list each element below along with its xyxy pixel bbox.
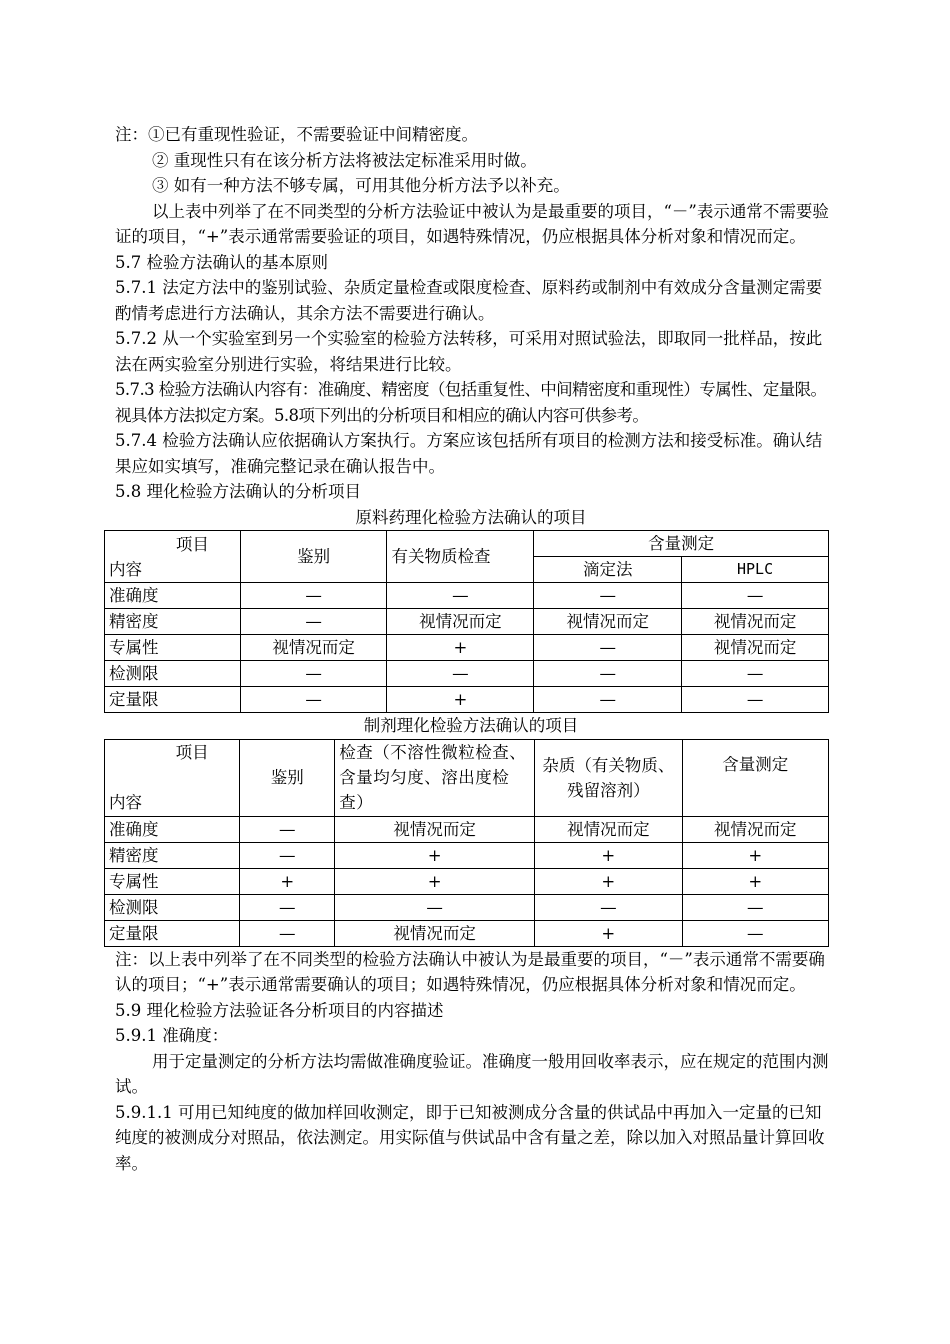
note-2: ② 重现性只有在该分析方法将被法定标准采用时做。 — [152, 150, 537, 170]
cell: 视情况而定 — [335, 816, 535, 842]
row-label: 定量限 — [105, 920, 240, 946]
cell: — — [535, 894, 682, 920]
cell: 视情况而定 — [240, 635, 387, 661]
preparation-table — [104, 739, 829, 947]
paragraph-5-7-4: 5.7.4 检验方法确认应依据确认方案执行。方案应该包括所有项目的检测方法和接受标准。确认结果应如实填写，准确完整记录在确认报告中。 — [115, 431, 823, 476]
section-5-8-heading: 5.8 理化检验方法确认的分析项目 — [115, 482, 361, 501]
table-row — [105, 635, 829, 661]
table2-col-ident: 鉴别 — [240, 739, 335, 816]
cell: + — [335, 842, 535, 868]
cell: — — [387, 661, 534, 687]
cell: + — [535, 842, 682, 868]
raw-material-table — [104, 530, 829, 713]
cell: — — [534, 687, 682, 713]
row-label: 定量限 — [105, 687, 241, 713]
table-row — [105, 609, 829, 635]
section-5-9-heading: 5.9 理化检验方法验证各分析项目的内容描述 — [115, 1000, 444, 1020]
table1-col-related: 有关物质检查 — [387, 531, 534, 583]
cell: 视情况而定 — [682, 609, 829, 635]
intro-paragraph: 以上表中列举了在不同类型的分析方法验证中被认为是最重要的项目，“－”表示通常不需要验证的项目，“+”表示通常需要验证的项目，如遇特殊情况，仍应根据具体分析对象和情况而定。 — [115, 201, 829, 246]
row-label: 准确度 — [105, 816, 240, 842]
table1-col-ident: 鉴别 — [240, 531, 387, 583]
cell: — — [534, 635, 682, 661]
cell: — — [682, 687, 829, 713]
table-row — [105, 920, 829, 946]
cell: 视情况而定 — [335, 920, 535, 946]
table-row — [105, 687, 829, 713]
cell: + — [682, 868, 828, 894]
cell: 视情况而定 — [682, 635, 829, 661]
cell: — — [534, 583, 682, 609]
table2-col-assay: 含量测定 — [682, 739, 828, 816]
cell: — — [240, 583, 387, 609]
cell: + — [535, 868, 682, 894]
cell: + — [240, 868, 335, 894]
note-bottom: 注：以上表中列举了在不同类型的检验方法确认中被认为是最重要的项目，“－”表示通常不需要确认的项目；“+”表示通常需要确认的项目；如遇特殊情况，仍应根据具体分析对象和情况而定。 — [115, 949, 825, 994]
table1-col-titration: 滴定法 — [534, 557, 682, 583]
table-row — [105, 661, 829, 687]
document-page — [109, 122, 837, 1176]
cell: + — [387, 635, 534, 661]
table-row — [105, 894, 829, 920]
cell: — — [240, 894, 335, 920]
cell: — — [682, 661, 829, 687]
table-row — [105, 583, 829, 609]
cell: — — [240, 687, 387, 713]
paragraph-5-7-2: 5.7.2 从一个实验室到另一个实验室的检验方法转移，可采用对照试验法，即取同一批样品，按此法在两实验室分别进行实验，将结果进行比较。 — [115, 329, 823, 374]
cell: — — [682, 583, 829, 609]
table1-caption: 原料药理化检验方法确认的项目 — [355, 507, 587, 527]
note-3: ③ 如有一种方法不够专属，可用其他分析方法予以补充。 — [152, 176, 570, 195]
cell: — — [387, 583, 534, 609]
table-row — [105, 868, 829, 894]
section-5-9-1-heading: 5.9.1 准确度： — [115, 1026, 229, 1045]
cell: — — [682, 920, 828, 946]
row-label: 准确度 — [105, 583, 241, 609]
cell: — — [534, 661, 682, 687]
cell: + — [387, 687, 534, 713]
table-row — [105, 842, 829, 868]
table2-col-check: 检查（不溶性微粒检查、含量均匀度、溶出度检查） — [335, 739, 535, 816]
row-label: 精密度 — [105, 842, 240, 868]
table1-corner-cell — [105, 531, 241, 583]
paragraph-5-7-1: 5.7.1 法定方法中的鉴别试验、杂质定量检查或限度检查、原料药或制剂中有效成分含量测定需要酌情考虑进行方法确认，其余方法不需要进行确认。 — [115, 278, 823, 323]
note-1: 注：①已有重现性验证，不需要验证中间精密度。 — [115, 125, 478, 144]
paragraph-5-9-1-1: 5.9.1.1 可用已知纯度的做加样回收测定，即于已知被测成分含量的供试品中再加入一定量的已知纯度的被测成分对照品，依法测定。用实际值与供试品中含有量之差，除以加入对照品量计算回收率。 — [115, 1102, 825, 1173]
table1-col-assay: 含量测定 — [534, 531, 829, 557]
cell: + — [682, 842, 828, 868]
row-label: 专属性 — [105, 868, 240, 894]
table1-col-hplc: HPLC — [682, 557, 829, 583]
cell: — — [335, 894, 535, 920]
row-label: 检测限 — [105, 894, 240, 920]
table2-head-content: 内容 — [109, 792, 142, 812]
cell: 视情况而定 — [534, 609, 682, 635]
row-label: 检测限 — [105, 661, 241, 687]
row-label: 专属性 — [105, 635, 241, 661]
row-label: 精密度 — [105, 609, 241, 635]
table2-head-item: 项目 — [175, 742, 209, 762]
cell: — — [240, 842, 335, 868]
paragraph-5-7-3: 5.7.3 检验方法确认内容有：准确度、精密度（包括重复性、中间精密度和重现性）专属性、定量限。视具体方法拟定方案。5.8项下列出的分析项目和相应的确认内容可供参考。 — [115, 380, 827, 425]
table2-col-impurity: 杂质（有关物质、残留溶剂） — [535, 739, 682, 816]
table2-corner-cell — [105, 739, 240, 816]
cell: — — [240, 609, 387, 635]
cell: 视情况而定 — [387, 609, 534, 635]
cell: — — [682, 894, 828, 920]
cell: 视情况而定 — [535, 816, 682, 842]
table2-caption: 制剂理化检验方法确认的项目 — [363, 716, 579, 735]
cell: + — [335, 868, 535, 894]
cell: — — [240, 920, 335, 946]
paragraph-5-9-1: 用于定量测定的分析方法均需做准确度验证。准确度一般用回收率表示，应在规定的范围内测试。 — [115, 1051, 829, 1096]
table1-head-content: 内容 — [109, 559, 142, 579]
section-5-7-heading: 5.7 检验方法确认的基本原则 — [115, 252, 328, 272]
table1-head-item: 项目 — [175, 534, 209, 554]
cell: + — [535, 920, 682, 946]
table-row — [105, 816, 829, 842]
cell: — — [240, 661, 387, 687]
cell: — — [240, 816, 335, 842]
cell: 视情况而定 — [682, 816, 828, 842]
